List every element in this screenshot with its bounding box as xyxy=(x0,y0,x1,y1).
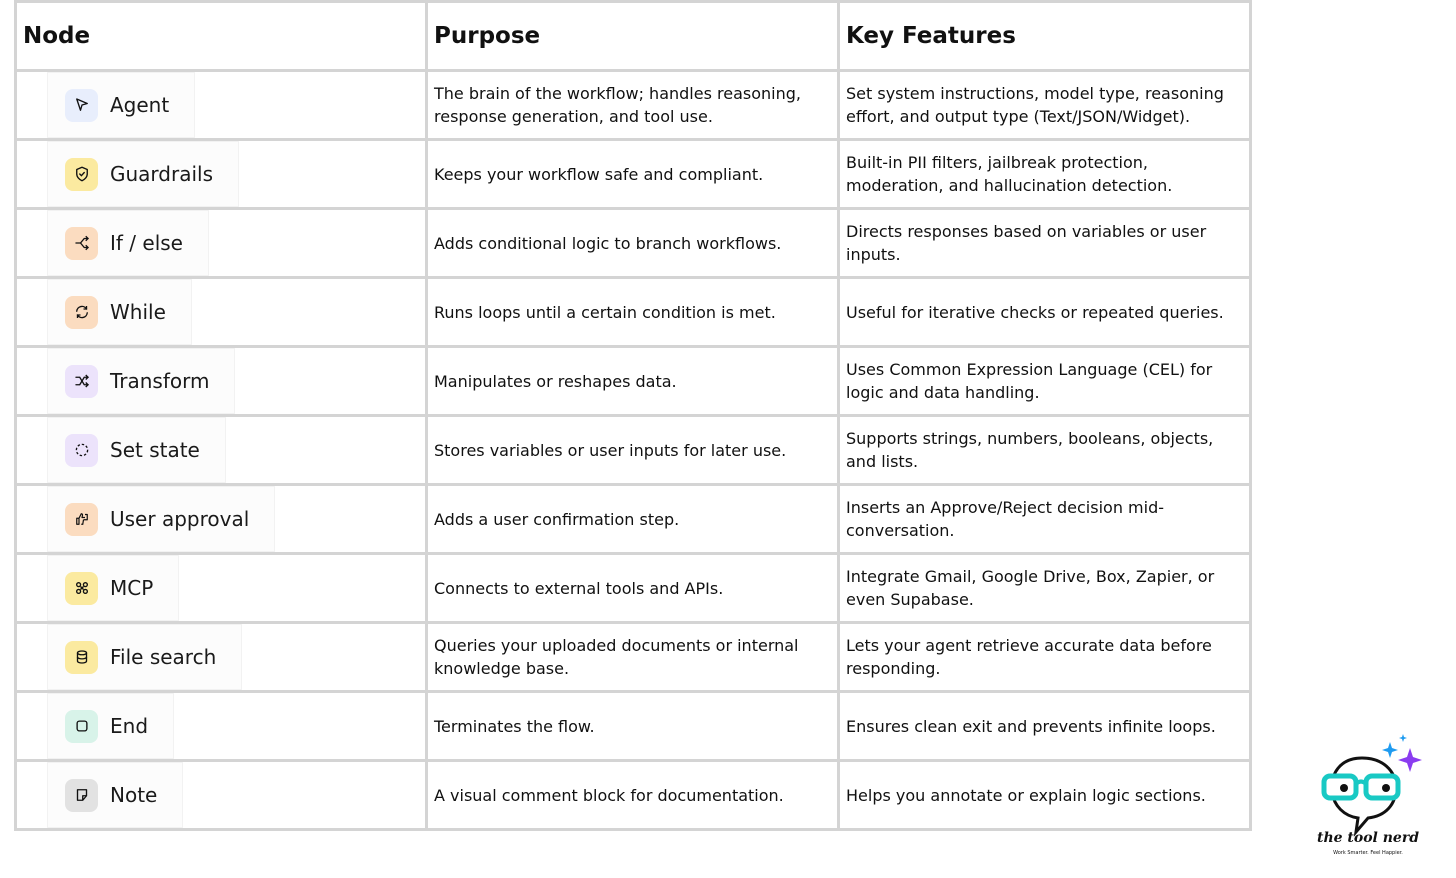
node-cell xyxy=(16,485,427,554)
purpose-cell: Terminates the flow. xyxy=(427,692,839,761)
node-cell xyxy=(16,623,427,692)
purpose-cell: Connects to external tools and APIs. xyxy=(427,554,839,623)
node-cell xyxy=(16,140,427,209)
node-cell xyxy=(16,416,427,485)
nodes-table xyxy=(14,0,1252,831)
header-features: Key Features xyxy=(839,2,1251,71)
features-cell: Supports strings, numbers, booleans, objects, and lists. xyxy=(839,416,1251,485)
node-name: Set state xyxy=(110,437,200,462)
purpose-cell: The brain of the workflow; handles reasoning, response generation, and tool use. xyxy=(427,71,839,140)
database-icon xyxy=(65,641,98,674)
table-row xyxy=(16,692,1251,761)
node-cell xyxy=(16,347,427,416)
node-name: User approval xyxy=(110,506,250,531)
node-chip xyxy=(47,555,179,621)
logo-brand-text: the tool nerd xyxy=(1316,830,1420,846)
features-cell: Helps you annotate or explain logic sections. xyxy=(839,761,1251,830)
node-name: While xyxy=(110,299,166,324)
logo-tagline-text: Work Smarter. Feel Happier. xyxy=(1333,850,1403,856)
node-name: If / else xyxy=(110,230,183,255)
node-chip xyxy=(47,693,174,759)
node-name: MCP xyxy=(110,575,154,600)
features-cell: Lets your agent retrieve accurate data before responding. xyxy=(839,623,1251,692)
node-cell xyxy=(16,278,427,347)
table-row xyxy=(16,761,1251,830)
thumbs-up-down-icon xyxy=(65,503,98,536)
purpose-cell: Keeps your workflow safe and compliant. xyxy=(427,140,839,209)
features-cell: Inserts an Approve/Reject decision mid-conversation. xyxy=(839,485,1251,554)
features-cell: Ensures clean exit and prevents infinite loops. xyxy=(839,692,1251,761)
header-node: Node xyxy=(16,2,427,71)
table-row xyxy=(16,554,1251,623)
header-row xyxy=(16,2,1251,71)
node-chip xyxy=(47,72,195,138)
node-name: End xyxy=(110,713,149,738)
sparkle-large-icon xyxy=(1398,748,1422,772)
sticky-note-icon xyxy=(65,779,98,812)
header-purpose: Purpose xyxy=(427,2,839,71)
purpose-cell: Stores variables or user inputs for later use. xyxy=(427,416,839,485)
node-chip xyxy=(47,348,235,414)
features-cell: Built-in PII filters, jailbreak protection, moderation, and hallucination detection. xyxy=(839,140,1251,209)
features-cell: Set system instructions, model type, reasoning effort, and output type (Text/JSON/Widget). xyxy=(839,71,1251,140)
purpose-cell: A visual comment block for documentation. xyxy=(427,761,839,830)
table-row xyxy=(16,347,1251,416)
table-row xyxy=(16,140,1251,209)
features-cell: Integrate Gmail, Google Drive, Box, Zapier, or even Supabase. xyxy=(839,554,1251,623)
purpose-cell: Runs loops until a certain condition is met. xyxy=(427,278,839,347)
dashed-circle-icon xyxy=(65,434,98,467)
command-icon xyxy=(65,572,98,605)
node-name: Agent xyxy=(110,92,170,117)
purpose-cell: Adds conditional logic to branch workflows. xyxy=(427,209,839,278)
branch-icon xyxy=(65,227,98,260)
node-cell xyxy=(16,71,427,140)
features-cell: Directs responses based on variables or user inputs. xyxy=(839,209,1251,278)
node-chip xyxy=(47,624,242,690)
stop-square-icon xyxy=(65,710,98,743)
table-row xyxy=(16,485,1251,554)
sparkle-small-icon xyxy=(1382,742,1398,758)
node-name: Transform xyxy=(110,368,210,393)
shield-check-icon xyxy=(65,158,98,191)
node-cell xyxy=(16,554,427,623)
node-chip xyxy=(47,762,183,828)
table-row xyxy=(16,71,1251,140)
cursor-arrow-icon xyxy=(65,89,98,122)
node-name: File search xyxy=(110,644,217,669)
node-chip xyxy=(47,141,239,207)
table-row xyxy=(16,416,1251,485)
node-cell xyxy=(16,761,427,830)
node-name: Note xyxy=(110,782,158,807)
node-cell xyxy=(16,209,427,278)
purpose-cell: Queries your uploaded documents or internal knowledge base. xyxy=(427,623,839,692)
features-cell: Uses Common Expression Language (CEL) for logic and data handling. xyxy=(839,347,1251,416)
node-name: Guardrails xyxy=(110,161,214,186)
purpose-cell: Manipulates or reshapes data. xyxy=(427,347,839,416)
shuffle-icon xyxy=(65,365,98,398)
features-cell: Useful for iterative checks or repeated queries. xyxy=(839,278,1251,347)
sparkle-tiny-icon xyxy=(1399,734,1407,742)
table-row xyxy=(16,209,1251,278)
node-chip xyxy=(47,486,275,552)
table-row xyxy=(16,278,1251,347)
node-chip xyxy=(47,279,192,345)
table-row xyxy=(16,623,1251,692)
purpose-cell: Adds a user confirmation step. xyxy=(427,485,839,554)
the-tool-nerd-logo xyxy=(1310,732,1428,860)
loop-icon xyxy=(65,296,98,329)
node-chip xyxy=(47,417,226,483)
node-chip xyxy=(47,210,209,276)
node-cell xyxy=(16,692,427,761)
